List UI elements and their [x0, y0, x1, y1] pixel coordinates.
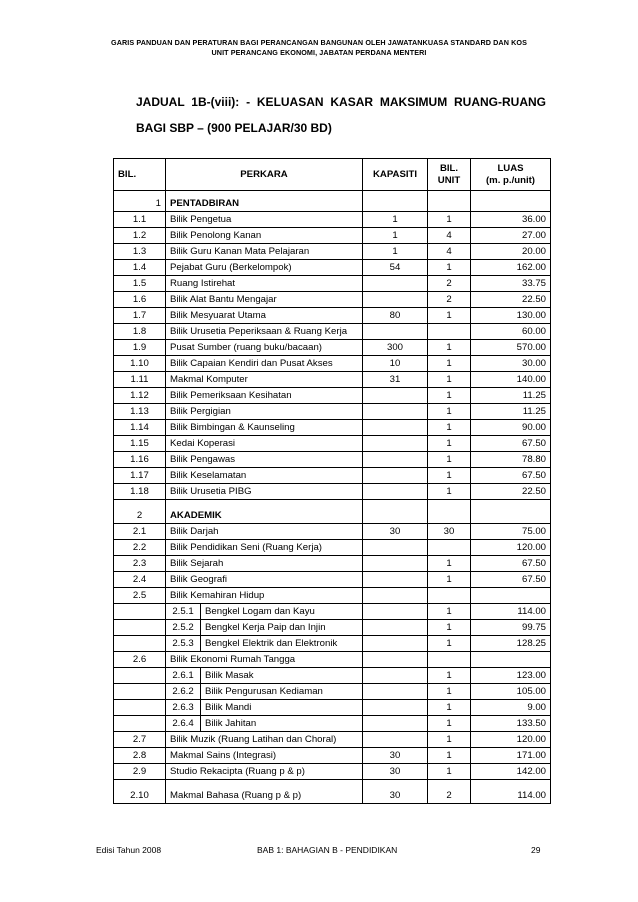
col-header-kapasiti: KAPASITI [363, 159, 428, 191]
table-body [114, 191, 551, 804]
table-row: 2.8 Makmal Sains (Integrasi) 30 1 171.00 [114, 748, 551, 764]
table-header-row [114, 159, 551, 191]
table-row: 2.7 Bilik Muzik (Ruang Latihan dan Choral) 1 120.00 [114, 732, 551, 748]
table-row: 1.9 Pusat Sumber (ruang buku/bacaan) 300 1 570.00 [114, 340, 551, 356]
sub-table-row: 2.5.1 Bengkel Logam dan Kayu 1 114.00 [114, 604, 551, 620]
table-row: 1.18 Bilik Urusetia PIBG 1 22.50 [114, 484, 551, 500]
table-row: 2.3 Bilik Sejarah 1 67.50 [114, 556, 551, 572]
section-row: 2 AKADEMIK [114, 508, 551, 524]
table-row: 1.10 Bilik Capaian Kendiri dan Pusat Akses 10 1 30.00 [114, 356, 551, 372]
table-row: 1.8 Bilik Urusetia Peperiksaan & Ruang Kerja 60.00 [114, 324, 551, 340]
sub-table-row: 2.6.3 Bilik Mandi 1 9.00 [114, 700, 551, 716]
table-row: 1.4 Pejabat Guru (Berkelompok) 54 1 162.00 [114, 260, 551, 276]
col-header-bil-unit: BIL. UNIT [428, 159, 471, 191]
table-row: 2.9 Studio Rekacipta (Ruang p & p) 30 1 142.00 [114, 764, 551, 780]
section-row: 1 PENTADBIRAN [114, 196, 551, 212]
running-header-line2: UNIT PERANCANG EKONOMI, JABATAN PERDANA MENTERI [211, 48, 427, 57]
area-table [113, 158, 551, 804]
table-row: 1.6 Bilik Alat Bantu Mengajar 2 22.50 [114, 292, 551, 308]
table-row: 1.1 Bilik Pengetua 1 1 36.00 [114, 212, 551, 228]
table-row: 2.10 Makmal Bahasa (Ruang p & p) 30 2 114.00 [114, 788, 551, 804]
col-header-perkara: PERKARA [166, 159, 363, 191]
table-row: 1.12 Bilik Pemeriksaan Kesihatan 1 11.25 [114, 388, 551, 404]
table-row: 1.11 Makmal Komputer 31 1 140.00 [114, 372, 551, 388]
table-row: 2.2 Bilik Pendidikan Seni (Ruang Kerja) 120.00 [114, 540, 551, 556]
table-row: 2.4 Bilik Geografi 1 67.50 [114, 572, 551, 588]
table-title-line2: BAGI SBP – (900 PELAJAR/30 BD) [136, 121, 332, 135]
sub-table-row: 2.6.2 Bilik Pengurusan Kediaman 1 105.00 [114, 684, 551, 700]
table-row: 1.17 Bilik Keselamatan 1 67.50 [114, 468, 551, 484]
table-row: 1.2 Bilik Penolong Kanan 1 4 27.00 [114, 228, 551, 244]
table-row: 1.16 Bilik Pengawas 1 78.80 [114, 452, 551, 468]
table-row: 1.13 Bilik Pergigian 1 11.25 [114, 404, 551, 420]
table-row: 1.7 Bilik Mesyuarat Utama 80 1 130.00 [114, 308, 551, 324]
sub-table-row: 2.6.4 Bilik Jahitan 1 133.50 [114, 716, 551, 732]
col-header-luas: LUAS (m. p./unit) [471, 159, 551, 191]
running-header-line1: GARIS PANDUAN DAN PERATURAN BAGI PERANCANGAN BANGUNAN OLEH JAWATANKUASA STANDARD DAN KOS [111, 38, 527, 47]
footer-page-number: 29 [531, 845, 541, 855]
col-header-bil: BIL. [114, 159, 166, 191]
sub-table-row: 2.6.1 Bilik Masak 1 123.00 [114, 668, 551, 684]
table-title-line1: JADUAL 1B-(viii): - KELUASAN KASAR MAKSIMUM RUANG-RUANG [136, 95, 546, 109]
footer-edition: Edisi Tahun 2008 [96, 845, 162, 855]
footer-chapter: BAB 1: BAHAGIAN B - PENDIDIKAN [257, 845, 398, 855]
table-row: 2.5 Bilik Kemahiran Hidup [114, 588, 551, 604]
table-row: 2.1 Bilik Darjah 30 30 75.00 [114, 524, 551, 540]
table-row: 1.5 Ruang Istirehat 2 33.75 [114, 276, 551, 292]
table-row: 1.14 Bilik Bimbingan & Kaunseling 1 90.00 [114, 420, 551, 436]
table-row: 2.6 Bilik Ekonomi Rumah Tangga [114, 652, 551, 668]
sub-table-row: 2.5.3 Bengkel Elektrik dan Elektronik 1 128.25 [114, 636, 551, 652]
table-row: 1.15 Kedai Koperasi 1 67.50 [114, 436, 551, 452]
table-row: 1.3 Bilik Guru Kanan Mata Pelajaran 1 4 20.00 [114, 244, 551, 260]
sub-table-row: 2.5.2 Bengkel Kerja Paip dan Injin 1 99.75 [114, 620, 551, 636]
